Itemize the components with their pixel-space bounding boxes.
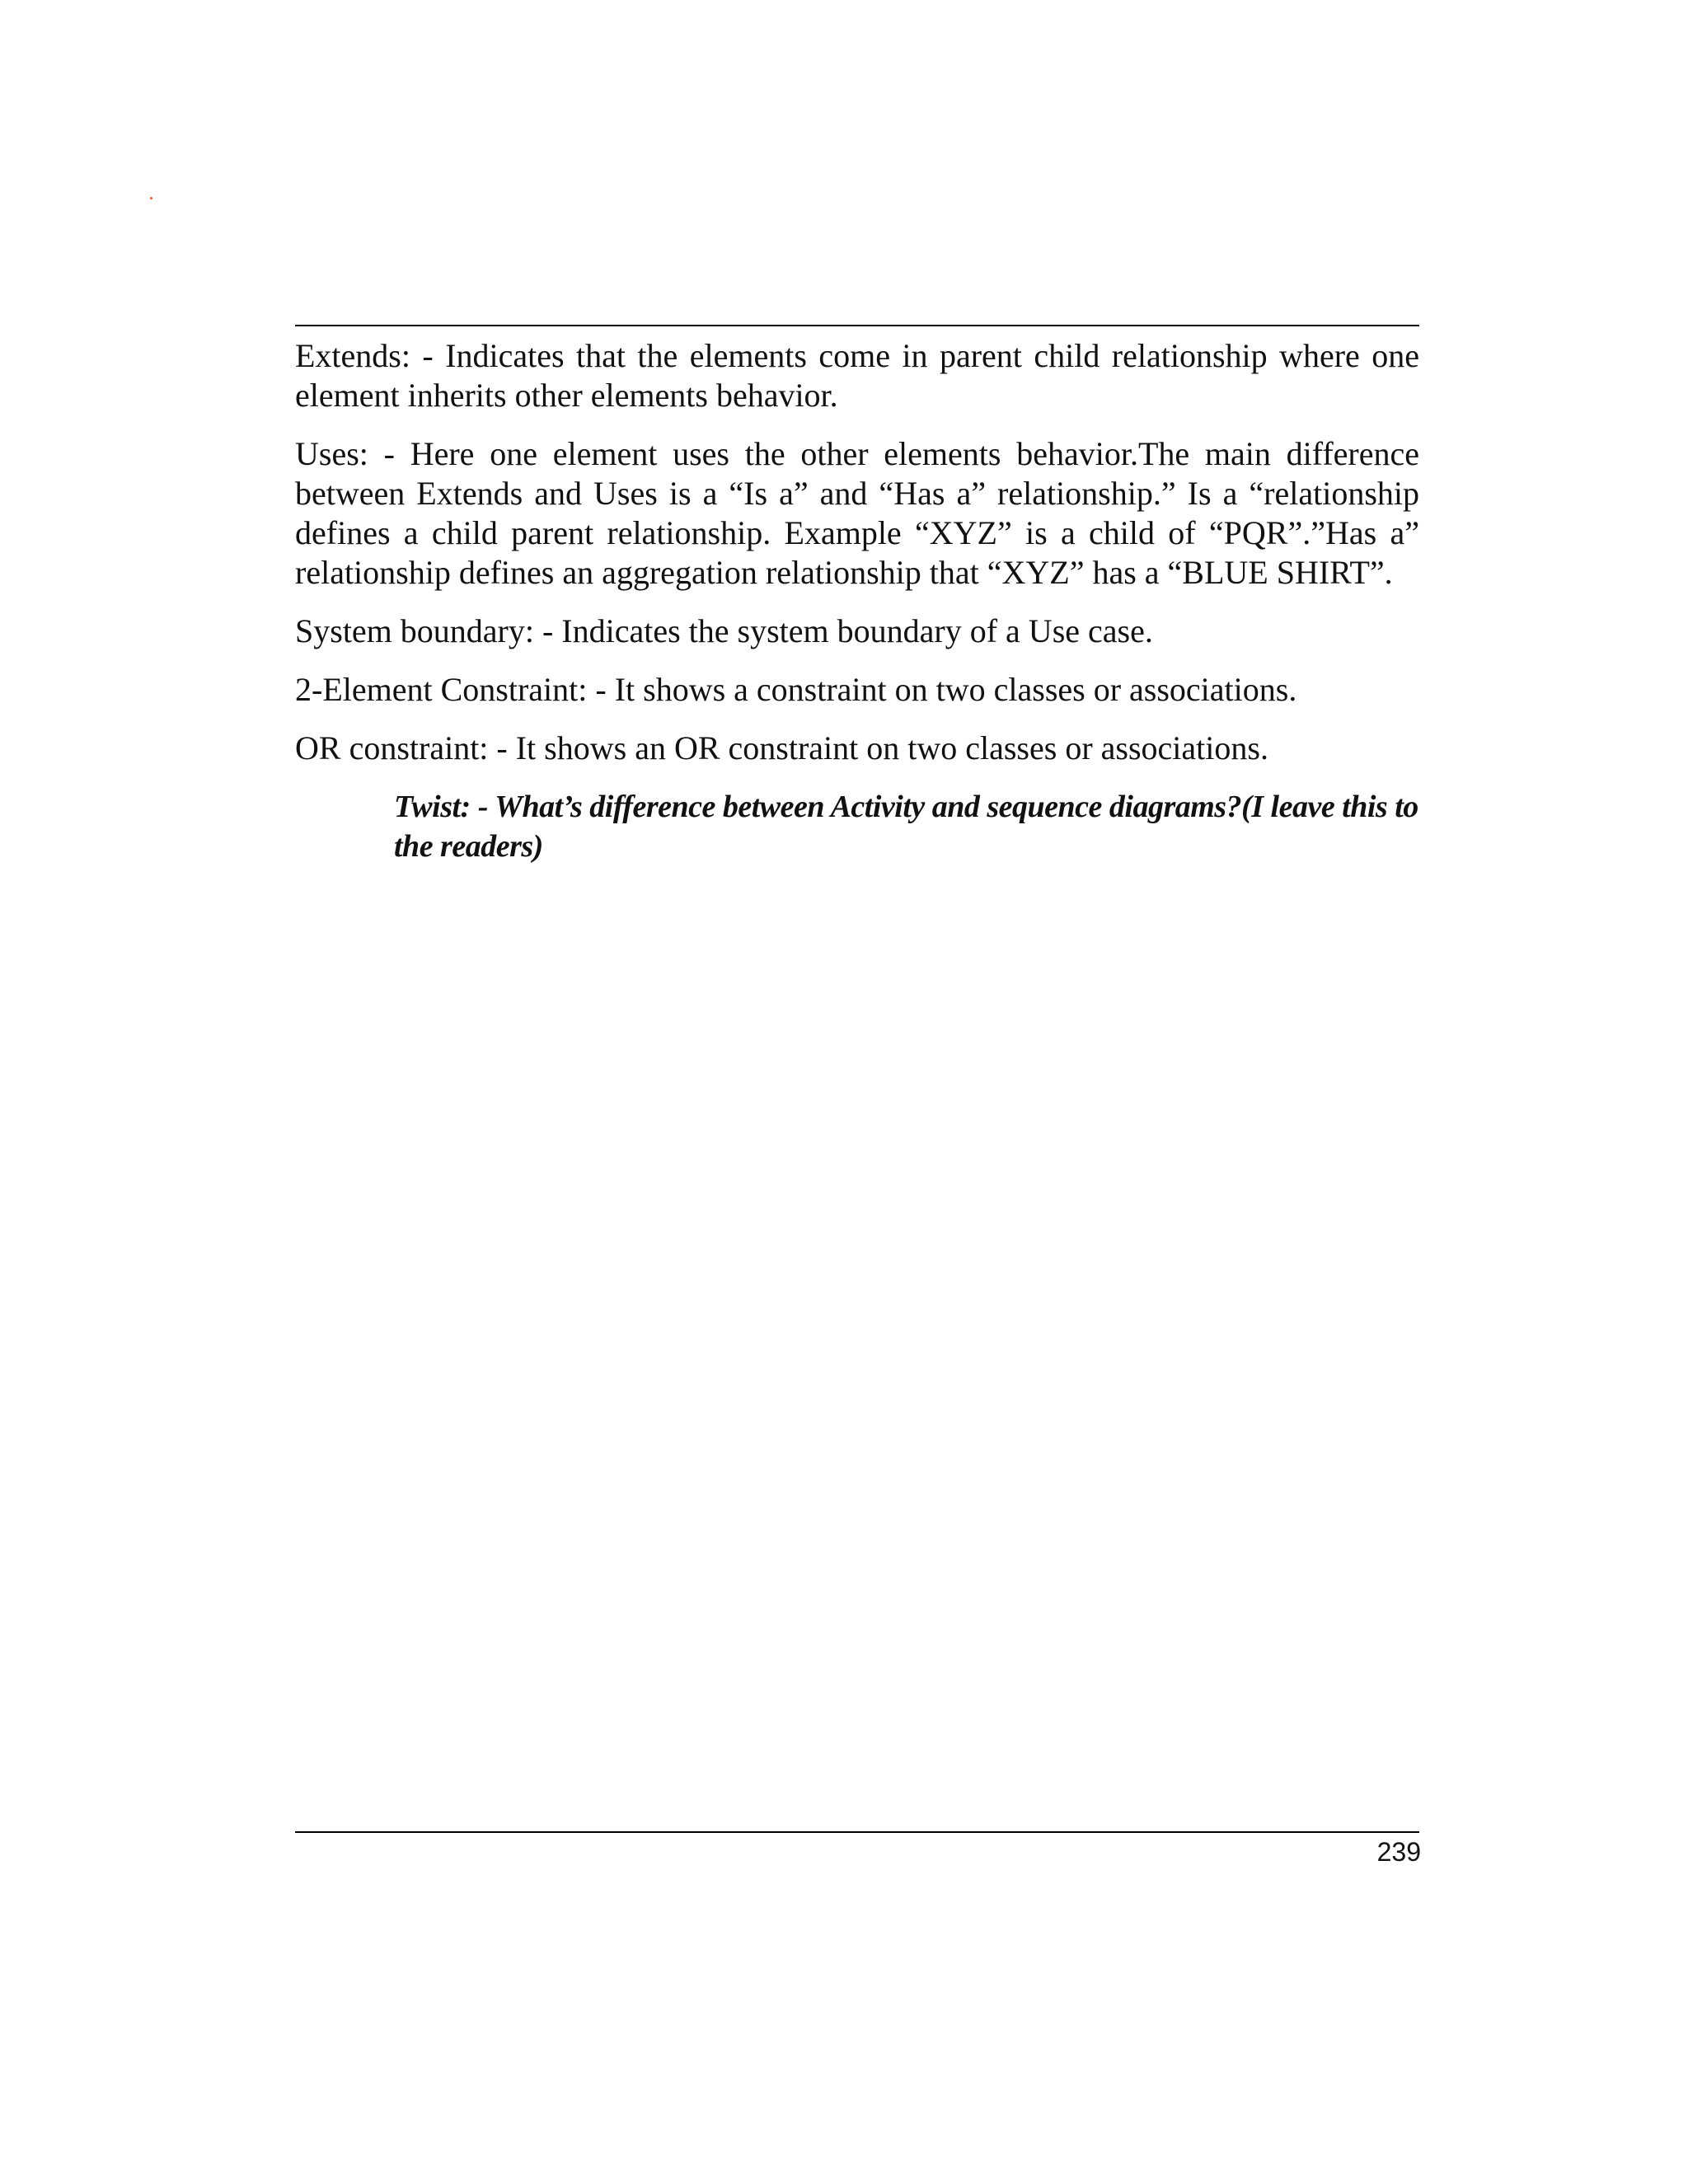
paragraph-uses: Uses: - Here one element uses the other elements behavior.The main difference between Extends and Uses is a “Is a” and “Has a” relationship.” Is a “relationship defines a child parent relationship. Example “XYZ” is a child of “PQR”.”Has a” relationship defines an aggregation relationship that “XYZ” has a “BLUE SHIRT”. xyxy=(295,435,1419,591)
body-text xyxy=(295,336,1419,866)
paragraph-extends: Extends: - Indicates that the elements come in parent child relationship where one element inherits other elements behavior. xyxy=(295,337,1419,414)
header-rule xyxy=(295,325,1419,326)
paragraph-system-boundary: System boundary: - Indicates the system boundary of a Use case. xyxy=(295,612,1153,649)
page-number: 239 xyxy=(1376,1837,1421,1867)
footer-rule xyxy=(295,1831,1419,1833)
paragraph-or-constraint: OR constraint: - It shows an OR constraint on two classes or associations. xyxy=(295,729,1268,766)
twist-note: Twist: - What’s difference between Activity and sequence diagrams?(I leave this to the readers) xyxy=(394,790,1418,864)
paragraph-2-element-constraint: 2-Element Constraint: - It shows a constraint on two classes or associations. xyxy=(295,671,1297,708)
stray-mark xyxy=(150,197,152,199)
